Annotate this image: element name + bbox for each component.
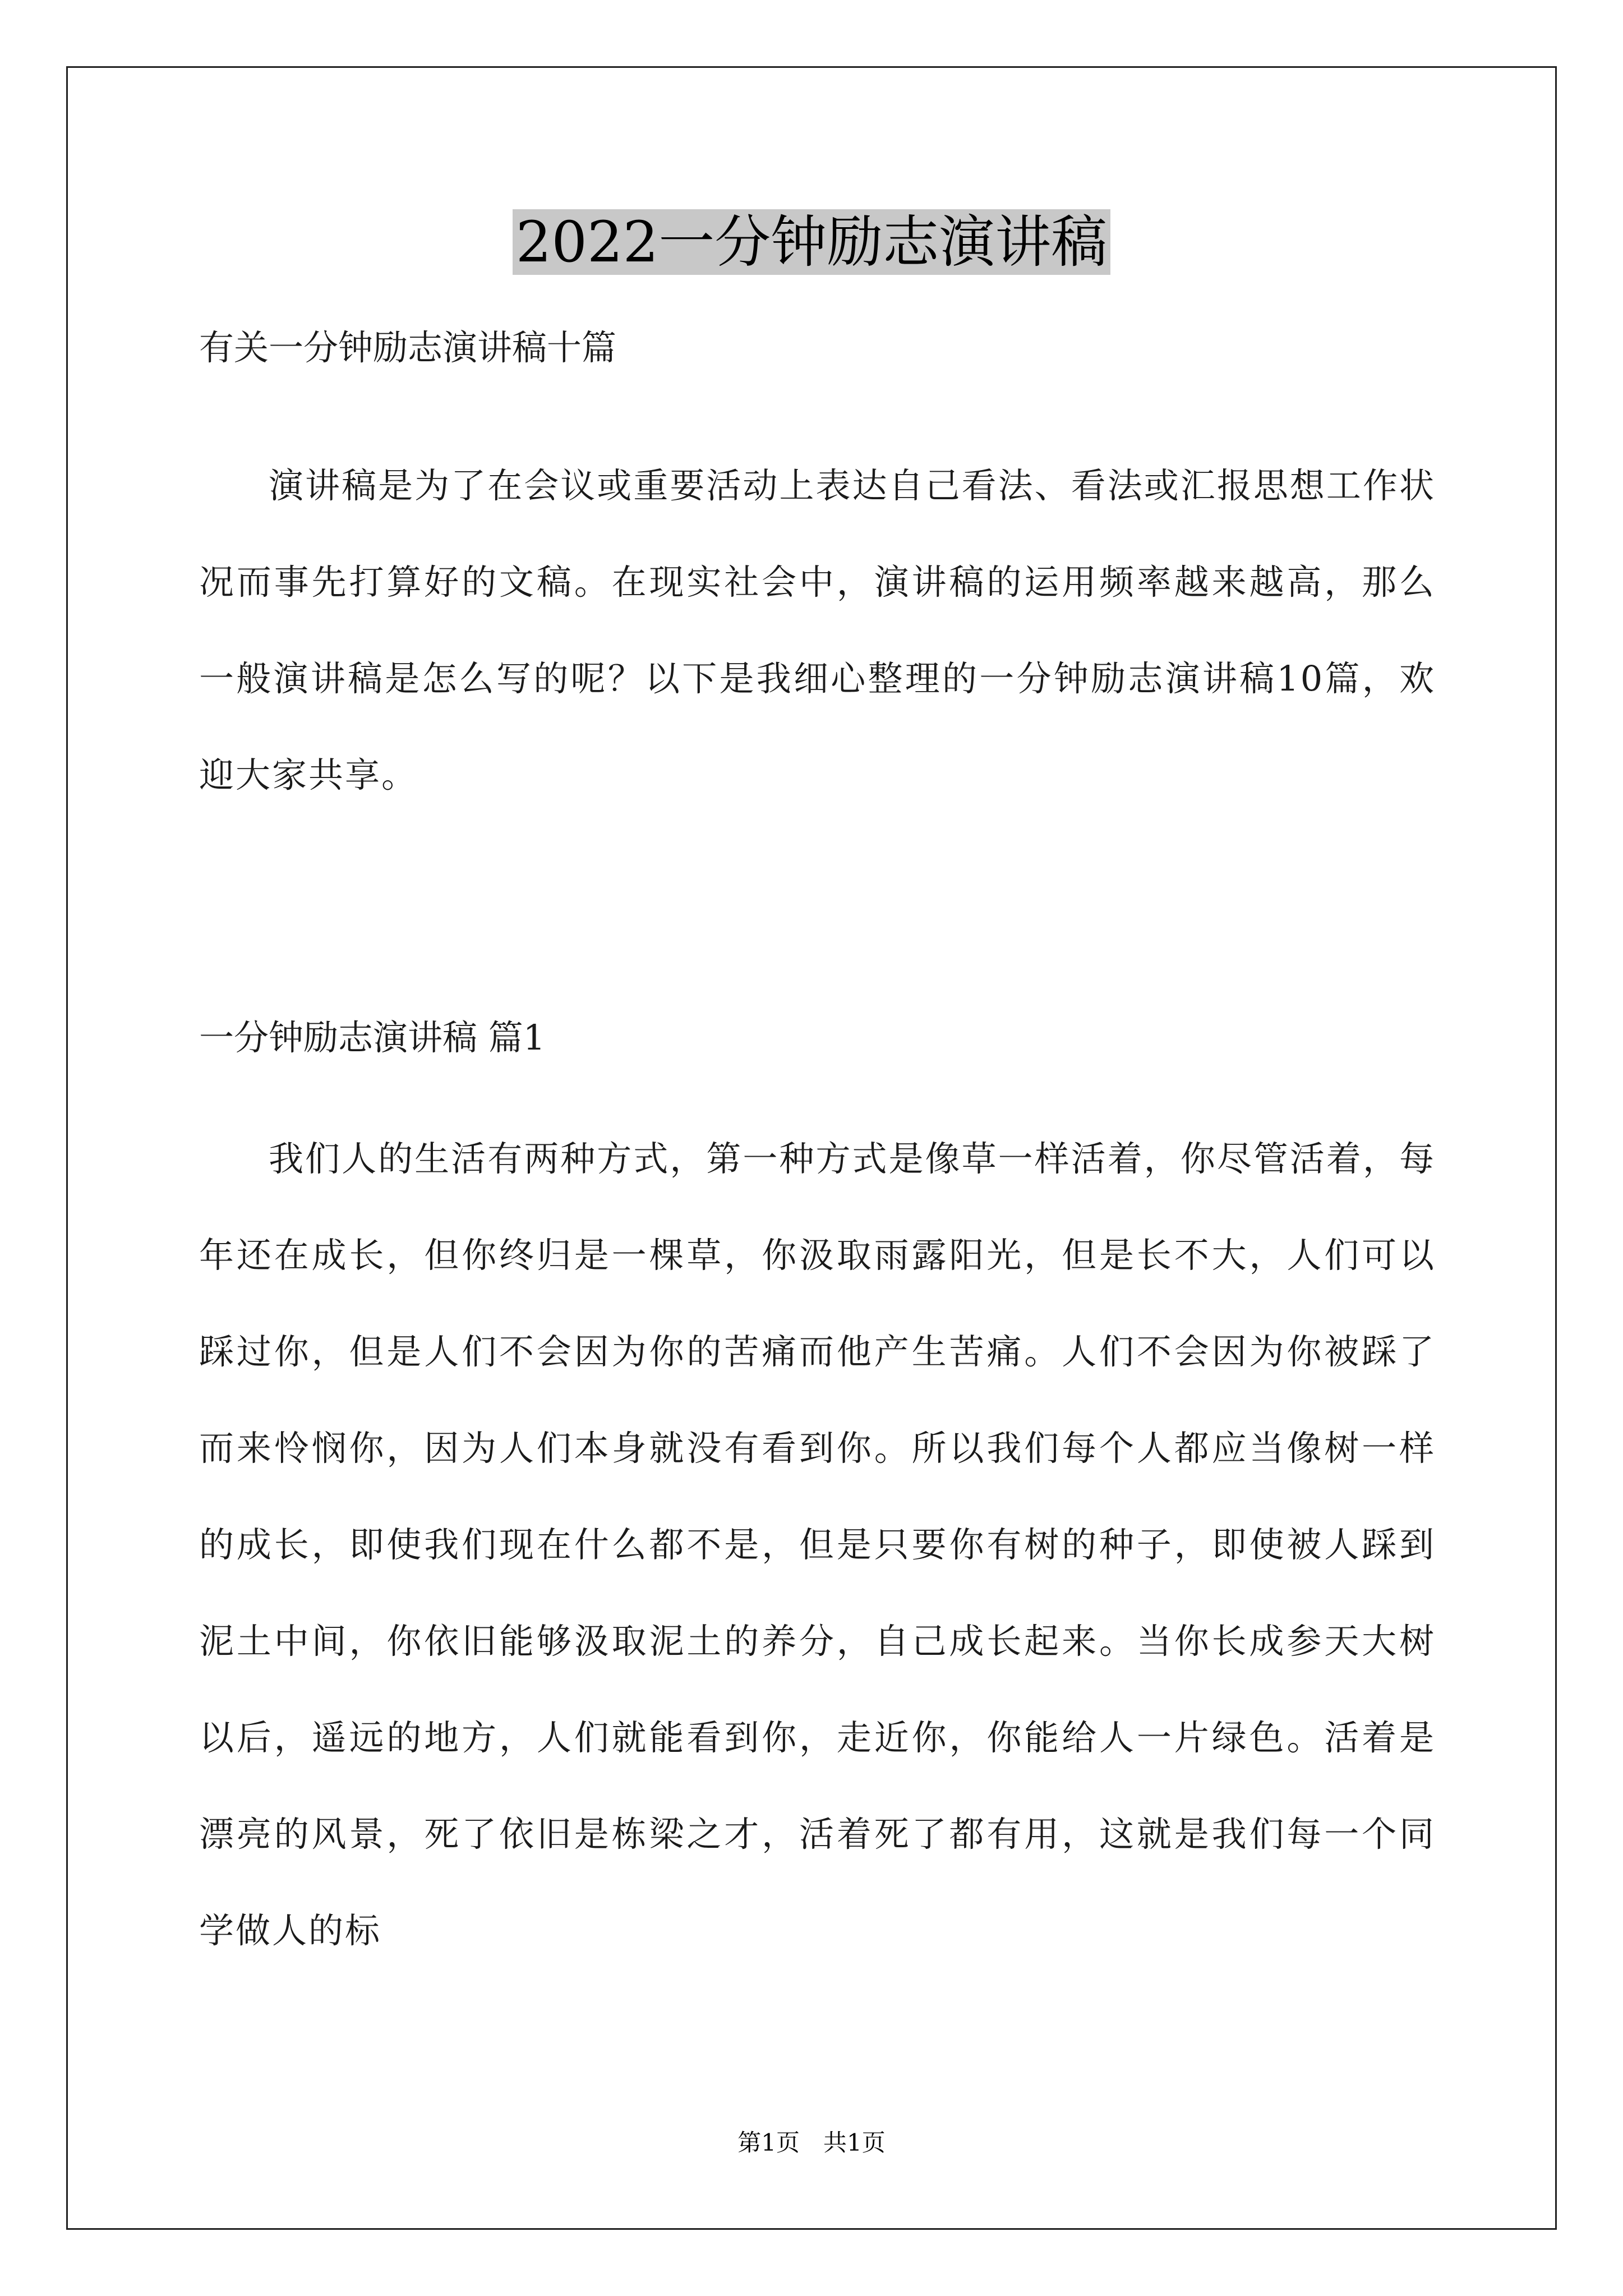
section-heading: 一分钟励志演讲稿 篇1 [199,1017,546,1058]
document-subtitle: 有关一分钟励志演讲稿十篇 [199,327,617,368]
section-paragraph: 我们人的生活有两种方式，第一种方式是像草一样活着，你尽管活着，每年还在成长，但你终归是一棵草，你汲取雨露阳光，但是长不大，人们可以踩过你，但是人们不会因为你的苦痛而他产生苦痛。人们不会因为你被踩了而来怜悯你，因为人们本身就没有看到你。所以我们每个人都应当像树一样的成长，即使我们现在什么都不是，但是只要你有树的种子，即使被人踩到泥土中间，你依旧能够汲取泥土的养分，自己成长起来。当你长成参天大树以后，遥远的地方，人们就能看到你，走近你，你能给人一片绿色。活着是漂亮的风景，死了依旧是栋梁之才，活着死了都有用，这就是我们每一个同学做人的标 [199,1138,1436,1951]
document-title-block [0,203,1623,282]
page-footer: 第1页 共1页 [737,2129,886,2156]
document-title: 2022一分钟励志演讲稿 [513,209,1111,275]
intro-paragraph: 演讲稿是为了在会议或重要活动上表达自己看法、看法或汇报思想工作状况而事先打算好的文稿。在现实社会中，演讲稿的运用频率越来越高，那么一般演讲稿是怎么写的呢？以下是我细心整理的一分钟励志演讲稿10篇，欢迎大家共享。 [199,465,1436,795]
